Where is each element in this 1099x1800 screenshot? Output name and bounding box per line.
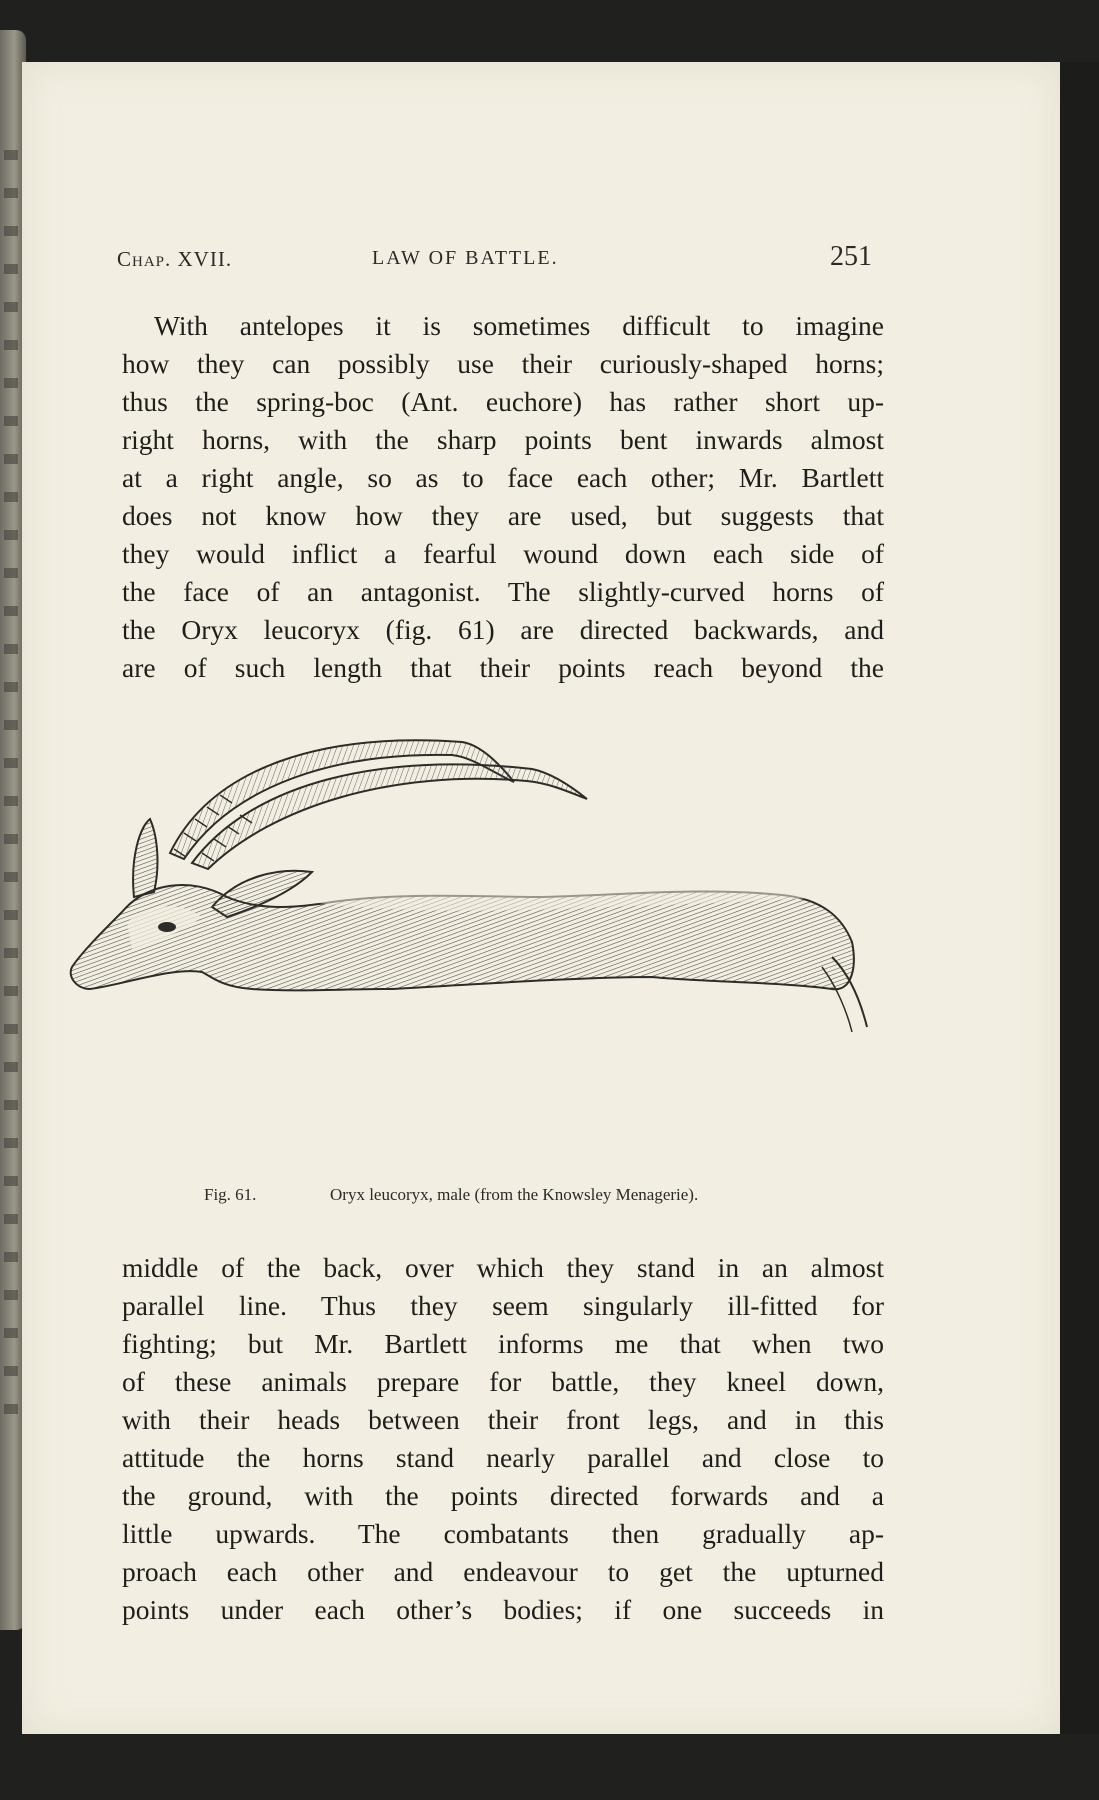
text-line: thus the spring-boc (Ant. euchore) has rather short up-: [122, 386, 884, 417]
text-line: are of such length that their points reach beyond the: [122, 652, 884, 683]
page-number: 251: [830, 241, 872, 272]
text-line: attitude the horns stand nearly parallel and close to: [122, 1442, 884, 1473]
oryx-illustration: [62, 727, 962, 1167]
figure-label: Fig. 61.: [204, 1185, 257, 1204]
text-line: parallel line. Thus they seem singularly ill-fitted for: [122, 1290, 884, 1321]
text-line: the Oryx leucoryx (fig. 61) are directed backwards, and: [122, 614, 884, 645]
text-line: with their heads between their front legs, and in this: [122, 1404, 884, 1435]
text-line: how they can possibly use their curiously-shaped horns;: [122, 348, 884, 379]
text-line: the ground, with the points directed forwards and a: [122, 1480, 884, 1511]
text-line: little upwards. The combatants then gradually ap-: [122, 1518, 884, 1549]
text-line: With antelopes it is sometimes difficult to imagine: [154, 310, 884, 341]
text-line: they would inflict a fearful wound down each side of: [122, 538, 884, 569]
text-line: middle of the back, over which they stand in an almost: [122, 1252, 884, 1283]
text-line: of these animals prepare for battle, they kneel down,: [122, 1366, 884, 1397]
running-title: LAW OF BATTLE.: [372, 247, 559, 269]
figure-caption: [22, 1185, 1060, 1213]
text-line: right horns, with the sharp points bent inwards almost: [122, 424, 884, 455]
text-line: does not know how they are used, but suggests that: [122, 500, 884, 531]
running-header: [22, 241, 1060, 287]
paragraph-after-figure: [122, 1249, 884, 1629]
text-line: the face of an antagonist. The slightly-curved horns of: [122, 576, 884, 607]
book-page: [22, 62, 1060, 1734]
previous-page-text-ghost: [4, 150, 22, 1500]
text-line: fighting; but Mr. Bartlett informs me that when two: [122, 1328, 884, 1359]
figure-caption-text: Oryx leucoryx, male (from the Knowsley Menagerie).: [330, 1185, 699, 1204]
text-line: points under each other’s bodies; if one succeeds in: [122, 1594, 884, 1625]
text-line: proach each other and endeavour to get the upturned: [122, 1556, 884, 1587]
scan-border-right: [1060, 62, 1099, 1734]
chapter-label: Chap. XVII.: [117, 247, 233, 271]
text-line: at a right angle, so as to face each other; Mr. Bartlett: [122, 462, 884, 493]
paragraph-before-figure: [122, 307, 884, 687]
